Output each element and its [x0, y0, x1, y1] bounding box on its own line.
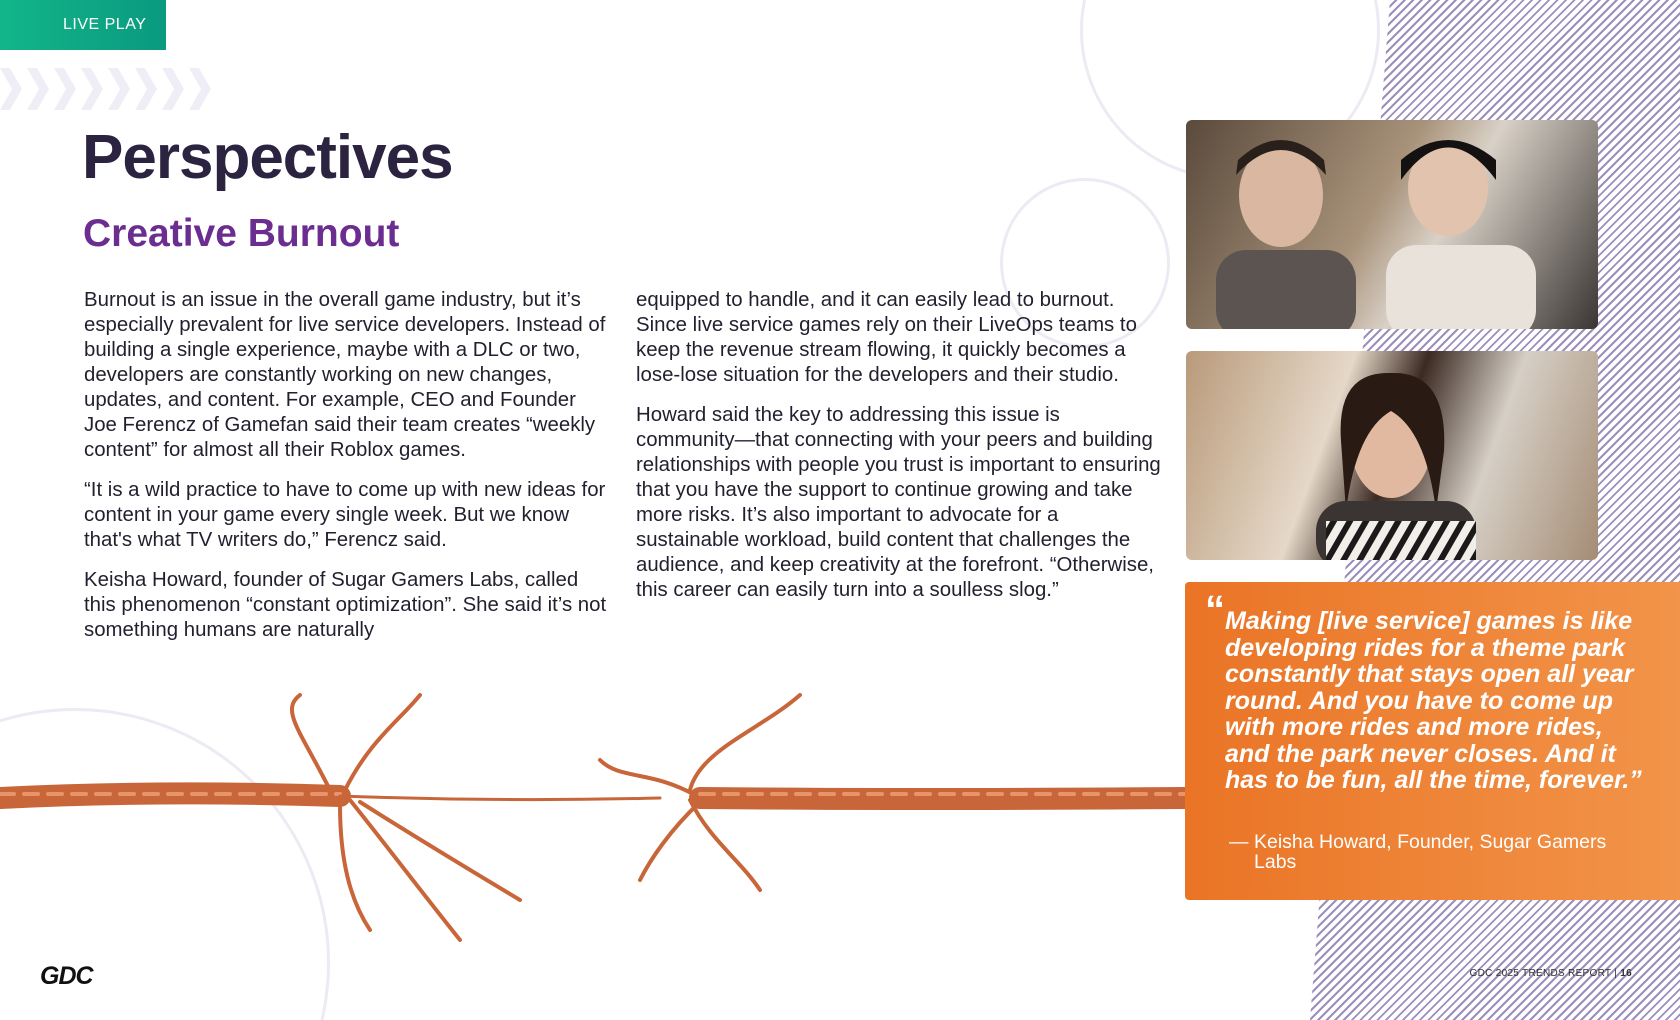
page-subtitle: Creative Burnout [83, 212, 400, 255]
chevron-icon [27, 68, 49, 110]
paragraph: “It is a wild practice to have to come up with new ideas for content in your game every single week. But we know that's what TV writers do,” Ferencz said. [84, 479, 606, 551]
pull-quote-box [1185, 582, 1680, 900]
photo-speaker-listening [1186, 351, 1598, 560]
text-column-right [636, 288, 1161, 618]
paragraph: Howard said the key to addressing this issue is community—that connecting with your peers and building relationships with people you trust is important to ensuring that you have the support to continue growing and take more risks. It’s also important to advocate for a sustainable workload, build content that challenges the audience, and keep creativity at the forefront. “Otherwise, this career can easily turn into a soulless slog.” [636, 404, 1161, 601]
frayed-rope-image [0, 690, 1185, 960]
chevron-icon [0, 68, 22, 110]
page-title: Perspectives [82, 123, 453, 192]
chevron-icon [54, 68, 76, 110]
quote-mark-icon: “ [1205, 588, 1225, 632]
quote-attribution [1229, 832, 1609, 872]
section-tag-label: LIVE PLAY [63, 16, 147, 33]
photo-illustration [1186, 120, 1598, 329]
photo-audience-members [1186, 120, 1598, 329]
chevron-icon [135, 68, 157, 110]
chevron-decoration [0, 68, 216, 110]
quote-text: Making [live service] games is like developing rides for a theme park constantly that stays open all year round. And you have to come up with more rides and more rides, and the park never closes. And it has to be fun, all the time, forever.” [1225, 607, 1642, 794]
report-name: GDC 2025 TRENDS REPORT [1469, 968, 1612, 979]
gdc-logo: GDC [40, 962, 93, 990]
section-tag [0, 0, 166, 50]
chevron-icon [162, 68, 184, 110]
photo-illustration [1186, 351, 1598, 560]
footer-separator: | [1614, 968, 1618, 979]
chevron-icon [108, 68, 130, 110]
text-column-left [84, 288, 609, 658]
page-number: 16 [1620, 968, 1632, 979]
page-footer [1470, 968, 1632, 979]
quote-dash: — [1229, 831, 1249, 853]
chevron-icon [81, 68, 103, 110]
chevron-icon [189, 68, 211, 110]
paragraph: equipped to handle, and it can easily lead to burnout. Since live service games rely on their LiveOps teams to keep the revenue stream flowing, it quickly becomes a lose-lose situation for the developers and their studio. [636, 289, 1137, 386]
quote-attribution-name: Keisha Howard, Founder, Sugar Gamers Labs [1254, 831, 1607, 873]
paragraph: Keisha Howard, founder of Sugar Gamers Labs, called this phenomenon “constant optimization”. She said it’s not something humans are naturally [84, 569, 607, 641]
paragraph: Burnout is an issue in the overall game industry, but it’s especially prevalent for live service developers. Instead of building a single experience, maybe with a DLC or two, developers are constantly working on new changes, updates, and content. For example, CEO and Founder Joe Ferencz of Gamefan said their team creates “weekly content” for almost all their Roblox games. [84, 289, 606, 461]
